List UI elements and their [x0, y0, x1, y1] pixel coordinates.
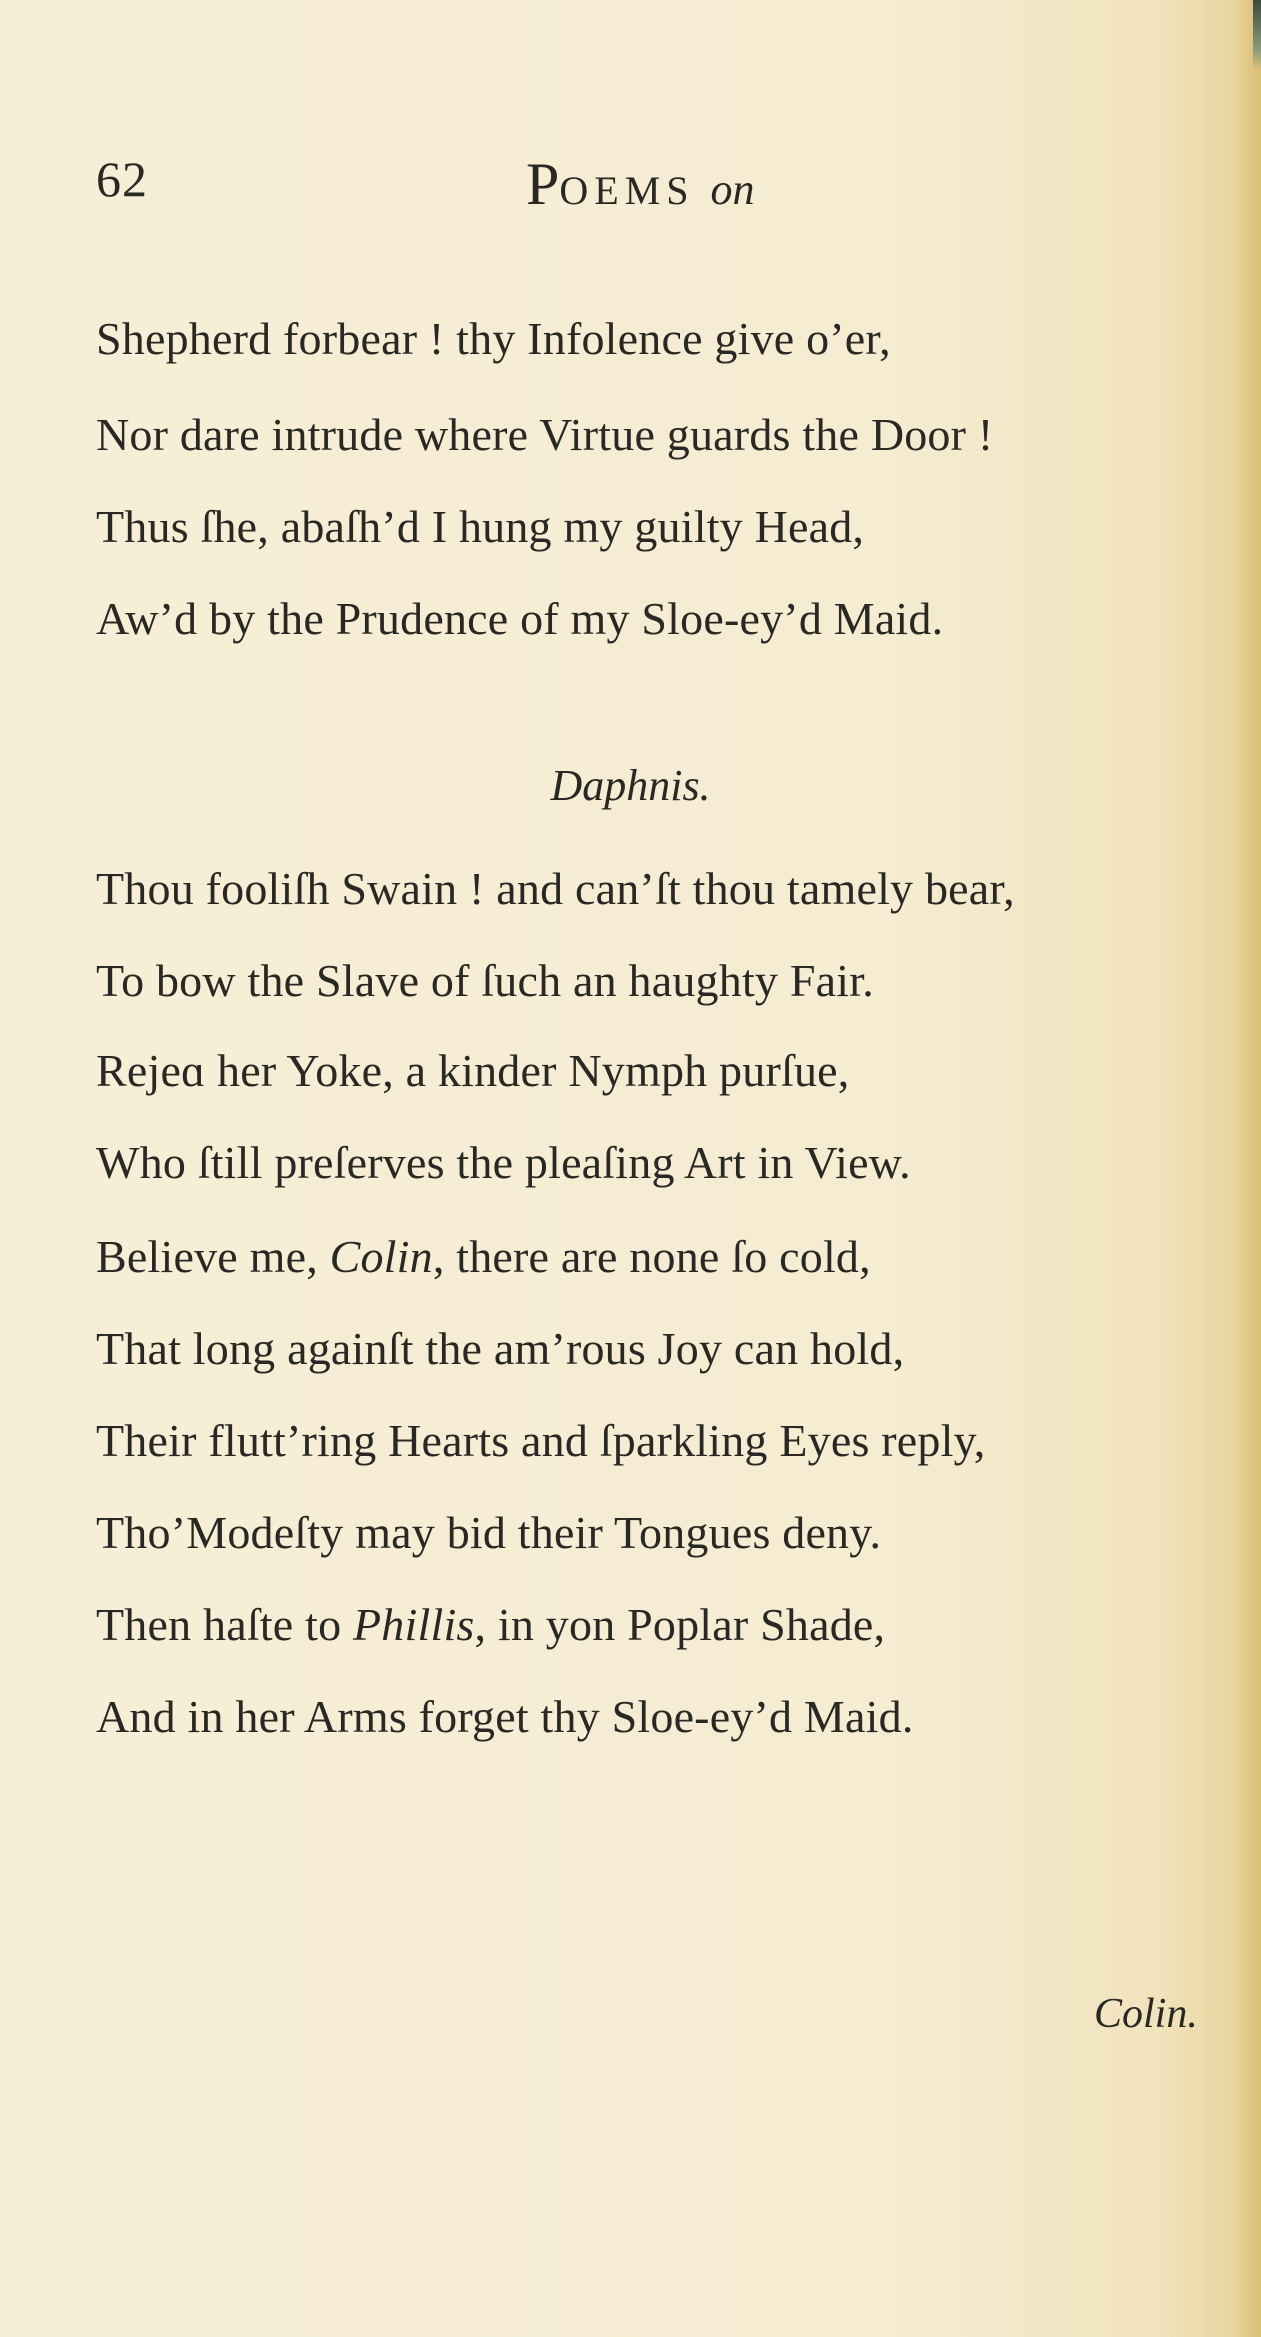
verse-line: Nor dare intrude where Virtue guards the Door ! — [96, 409, 994, 460]
verse-text: , there are none ſo cold, — [432, 1231, 871, 1282]
page-number: 62 — [96, 151, 148, 207]
speaker-name: Daphnis. — [550, 761, 711, 810]
catchword: Colin. — [1094, 1991, 1198, 2037]
verse-line: Tho’Modeſty may bid their Tongues deny. — [96, 1507, 882, 1558]
running-title-initial: P — [526, 151, 560, 217]
verse-line: Thou fooliſh Swain ! and can’ſt thou tamely bear, — [96, 863, 1015, 914]
page-edge-shading — [1235, 0, 1261, 2337]
verse-line: Their flutt’ring Hearts and ſparkling Eyes reply, — [96, 1415, 986, 1466]
verse-line: To bow the Slave of ſuch an haughty Fair. — [96, 955, 874, 1006]
verse-text: Then haſte to — [96, 1599, 353, 1650]
speaker-heading — [0, 760, 1261, 811]
verse-line: Aw’d by the Prudence of my Sloe-ey’d Maid. — [96, 593, 944, 644]
verse-line — [96, 1231, 871, 1282]
verse-line: That long againſt the am’rous Joy can hold, — [96, 1323, 905, 1374]
verse-text: Believe me, — [96, 1231, 330, 1282]
running-title — [526, 150, 755, 219]
verse-line: Rejeɑ her Yoke, a kinder Nymph purſue, — [96, 1045, 850, 1096]
character-name: Colin — [329, 1231, 433, 1282]
running-title-rest: OEMS — [559, 168, 695, 213]
corner-mark — [1253, 0, 1261, 70]
page-header — [0, 150, 1261, 220]
verse-line: And in her Arms forget thy Sloe-ey’d Maid. — [96, 1691, 914, 1742]
verse-line: Who ſtill preſerves the pleaſing Art in View. — [96, 1137, 911, 1188]
verse-text: , in yon Poplar Shade, — [474, 1599, 886, 1650]
verse-line — [96, 1599, 886, 1650]
running-title-on: on — [710, 165, 755, 214]
character-name: Phillis — [353, 1599, 475, 1650]
verse-line: Thus ſhe, abaſh’d I hung my guilty Head, — [96, 501, 865, 552]
verse-line: Shepherd forbear ! thy Infolence give o’er, — [96, 313, 891, 364]
